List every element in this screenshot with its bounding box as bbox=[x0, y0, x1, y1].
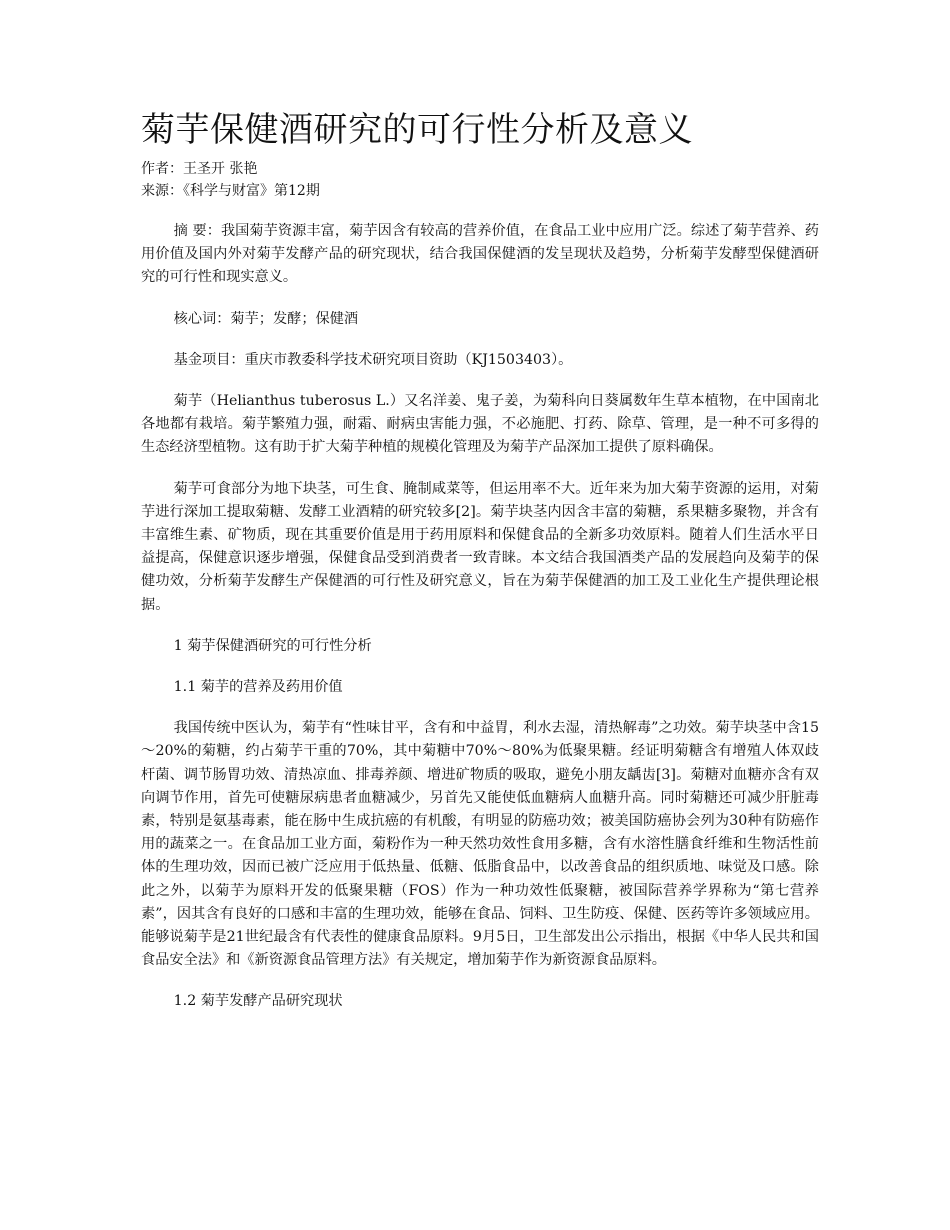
fund-line: 基金项目：重庆市教委科学技术研究项目资助（KJ1503403）。 bbox=[173, 351, 573, 368]
article-source: 来源：《科学与财富》第12期 bbox=[141, 183, 320, 199]
body-paragraph-1: 菊芋（Helianthus tuberosus L.）又名洋姜、鬼子姜，为菊科向日葵属数年生草本植物，在中国南北各地都有栽培。菊芋繁殖力强，耐霜、耐病虫害能力强，不必施肥、打药、除草、管理，是一种不可多得的生态经济型植物。这有助于扩大菊芋种植的规模化管理及为菊芋产品深加工提供了原料确保。 bbox=[141, 393, 819, 456]
article-title: 菊芋保健酒研究的可行性分析及意义 bbox=[141, 110, 693, 150]
document-page bbox=[141, 108, 819, 1032]
section-heading-1: 1 菊芋保健酒研究的可行性分析 bbox=[173, 637, 372, 654]
body-paragraph-3: 我国传统中医认为，菊芋有“性味甘平，含有和中益胃，利水去湿，清热解毒”之功效。菊芋块茎中含15～20%的菊糖，约占菊芋干重的70%，其中菊糖中70%～80%为低聚果糖。经证明菊糖含有增殖人体双歧杆菌、调节肠胃功效、清热凉血、排毒养颜、增进矿物质的吸取，避免小朋友龋齿[3]。菊糖对血糖亦含有双向调节作用，首先可使糖尿病患者血糖减少，另首先又能使低血糖病人血糖升高。同时菊糖还可减少肝脏毒素，特别是氨基毒素，能在肠中生成抗癌的有机酸，有明显的防癌功效；被美国防癌协会列为30种有防癌作用的蔬菜之一。在食品加工业方面，菊粉作为一种天然功效性食用多糖，含有水溶性膳食纤维和生物活性前体的生理功效，因而已被广泛应用于低热量、低糖、低脂食品中，以改善食品的组织质地、味觉及口感。除此之外，以菊芋为原料开发的低聚果糖（FOS）作为一种功效性低聚糖，被国际营养学界称为“第七营养素”，因其含有良好的口感和丰富的生理功效，能够在食品、饲料、卫生防疫、保健、医药等许多领域应用。能够说菊芋是21世纪最含有代表性的健康食品原料。9月5日，卫生部发出公示指出，根据《中华人民共和国食品安全法》和《新资源食品管理方法》有关规定，增加菊芋作为新资源食品原料。 bbox=[141, 720, 819, 969]
body-paragraph-2: 菊芋可食部分为地下块茎，可生食、腌制咸菜等，但运用率不大。近年来为加大菊芋资源的运用，对菊芋进行深加工提取菊糖、发酵工业酒精的研究较多[2]。菊芋块茎内因含丰富的菊糖，系果糖多聚物，并含有丰富维生素、矿物质，现在其重要价值是用于药用原料和保健食品的全新多功效原料。随着人们生活水平日益提高，保健意识逐步增强，保健食品受到消费者一致青睐。本文结合我国酒类产品的发展趋向及菊芋的保健功效，分析菊芋发酵生产保健酒的可行性及研究意义，旨在为菊芋保健酒的加工及工业化生产提供理论根据。 bbox=[141, 480, 819, 613]
section-heading-1-1: 1.1 菊芋的营养及药用价值 bbox=[173, 679, 343, 696]
spacer bbox=[141, 202, 819, 220]
section-heading-1-2: 1.2 菊芋发酵产品研究现状 bbox=[173, 993, 343, 1010]
keywords-line: 核心词：菊芋；发酵；保健酒 bbox=[173, 310, 359, 327]
article-author: 作者：王圣开 张艳 bbox=[141, 161, 258, 177]
abstract-paragraph: 摘 要：我国菊芋资源丰富，菊芋因含有较高的营养价值，在食品工业中应用广泛。综述了菊芋营养、药用价值及国内外对菊芋发酵产品的研究现状，结合我国保健酒的发呈现状及趋势，分析菊芋发酵型保健酒研究的可行性和现实意义。 bbox=[141, 223, 819, 286]
